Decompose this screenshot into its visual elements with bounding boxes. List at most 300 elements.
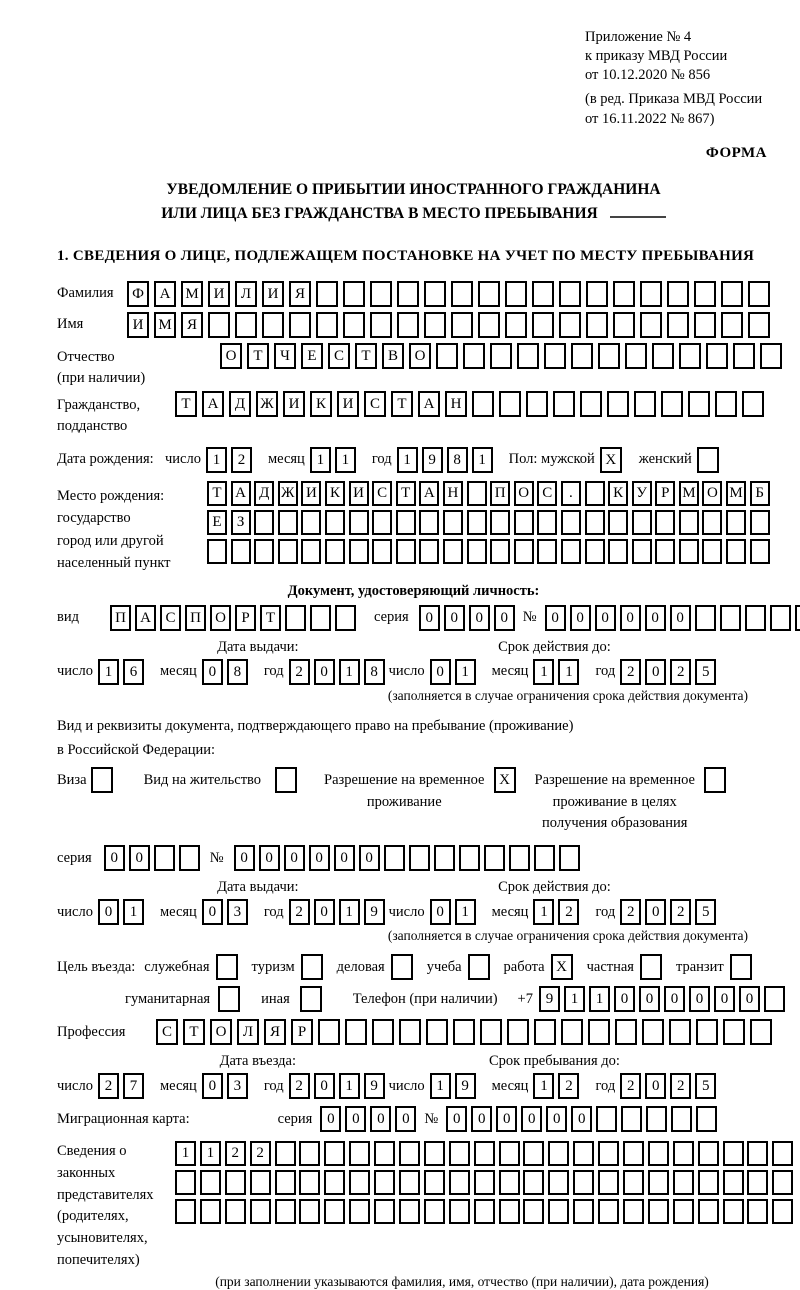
char-cell[interactable] [706, 343, 728, 369]
char-cell[interactable]: 1 [123, 899, 144, 925]
char-cell[interactable] [370, 312, 392, 338]
char-cell[interactable] [750, 510, 770, 535]
char-cell[interactable] [655, 510, 675, 535]
char-cell[interactable]: 9 [455, 1073, 476, 1099]
char-cell[interactable]: П [490, 481, 510, 506]
char-cell[interactable]: 0 [314, 659, 335, 685]
char-cell[interactable]: 0 [645, 659, 666, 685]
char-cell[interactable] [478, 281, 500, 307]
char-cell[interactable]: 0 [334, 845, 355, 871]
char-cell[interactable] [748, 281, 770, 307]
char-cell[interactable] [335, 605, 356, 631]
char-cell[interactable]: О [210, 605, 231, 631]
char-cell[interactable] [499, 391, 521, 417]
char-cell[interactable] [250, 1170, 271, 1195]
char-cell[interactable]: 1 [397, 447, 418, 473]
char-cell[interactable] [472, 391, 494, 417]
char-cell[interactable]: 0 [234, 845, 255, 871]
char-cell[interactable] [634, 391, 656, 417]
char-cell[interactable]: З [231, 510, 251, 535]
char-cell[interactable]: 0 [370, 1106, 391, 1132]
char-cell[interactable]: Ж [256, 391, 278, 417]
char-cell[interactable] [349, 1141, 370, 1166]
char-cell[interactable]: С [160, 605, 181, 631]
char-cell[interactable] [523, 1141, 544, 1166]
char-cell[interactable]: 1 [339, 659, 360, 685]
char-cell[interactable] [726, 510, 746, 535]
char-cell[interactable] [463, 343, 485, 369]
char-cell[interactable]: К [310, 391, 332, 417]
char-cell[interactable] [399, 1141, 420, 1166]
char-cell[interactable] [621, 1106, 642, 1132]
char-cell[interactable] [613, 312, 635, 338]
char-cell[interactable]: Т [355, 343, 377, 369]
char-cell[interactable] [548, 1199, 569, 1224]
char-cell[interactable] [449, 1141, 470, 1166]
char-cell[interactable] [698, 1141, 719, 1166]
char-cell[interactable]: . [561, 481, 581, 506]
char-cell[interactable]: 0 [284, 845, 305, 871]
char-cell[interactable] [688, 391, 710, 417]
char-cell[interactable]: И [283, 391, 305, 417]
char-cell[interactable] [474, 1141, 495, 1166]
char-cell[interactable]: М [154, 312, 176, 338]
char-cell[interactable] [730, 954, 752, 980]
char-cell[interactable]: 0 [639, 986, 660, 1012]
char-cell[interactable]: Я [181, 312, 203, 338]
char-cell[interactable] [772, 1170, 793, 1195]
char-cell[interactable] [548, 1141, 569, 1166]
char-cell[interactable] [285, 605, 306, 631]
char-cell[interactable]: 2 [670, 659, 691, 685]
char-cell[interactable]: Т [207, 481, 227, 506]
char-cell[interactable] [216, 954, 238, 980]
char-cell[interactable] [750, 1019, 772, 1045]
char-cell[interactable]: Ф [127, 281, 149, 307]
char-cell[interactable]: М [679, 481, 699, 506]
char-cell[interactable]: 5 [695, 899, 716, 925]
char-cell[interactable]: 0 [320, 1106, 341, 1132]
char-cell[interactable]: 1 [533, 1073, 554, 1099]
char-cell[interactable] [561, 510, 581, 535]
char-cell[interactable] [573, 1141, 594, 1166]
char-cell[interactable] [275, 1170, 296, 1195]
char-cell[interactable]: 0 [314, 899, 335, 925]
char-cell[interactable] [559, 845, 580, 871]
char-cell[interactable] [721, 281, 743, 307]
char-cell[interactable] [580, 391, 602, 417]
char-cell[interactable]: 5 [695, 659, 716, 685]
char-cell[interactable]: Т [260, 605, 281, 631]
char-cell[interactable] [652, 343, 674, 369]
char-cell[interactable]: А [231, 481, 251, 506]
char-cell[interactable] [343, 312, 365, 338]
char-cell[interactable] [596, 1106, 617, 1132]
char-cell[interactable]: Л [235, 281, 257, 307]
char-cell[interactable] [702, 510, 722, 535]
char-cell[interactable] [598, 1199, 619, 1224]
char-cell[interactable] [772, 1141, 793, 1166]
char-cell[interactable]: 0 [359, 845, 380, 871]
char-cell[interactable] [343, 281, 365, 307]
char-cell[interactable]: Т [396, 481, 416, 506]
char-cell[interactable] [453, 1019, 475, 1045]
char-cell[interactable]: Я [264, 1019, 286, 1045]
char-cell[interactable]: 0 [419, 605, 440, 631]
char-cell[interactable]: 0 [202, 899, 223, 925]
char-cell[interactable] [468, 954, 490, 980]
char-cell[interactable] [345, 1019, 367, 1045]
char-cell[interactable] [474, 1199, 495, 1224]
char-cell[interactable] [747, 1170, 768, 1195]
char-cell[interactable]: С [328, 343, 350, 369]
char-cell[interactable]: 8 [447, 447, 468, 473]
char-cell[interactable]: 1 [472, 447, 493, 473]
char-cell[interactable] [316, 281, 338, 307]
char-cell[interactable] [514, 510, 534, 535]
char-cell[interactable] [179, 845, 200, 871]
char-cell[interactable] [324, 1170, 345, 1195]
char-cell[interactable] [397, 281, 419, 307]
char-cell[interactable] [451, 281, 473, 307]
char-cell[interactable] [490, 510, 510, 535]
char-cell[interactable] [509, 845, 530, 871]
char-cell[interactable] [517, 343, 539, 369]
char-cell[interactable]: 0 [645, 899, 666, 925]
char-cell[interactable] [231, 539, 251, 564]
char-cell[interactable] [278, 539, 298, 564]
char-cell[interactable]: 0 [98, 899, 119, 925]
char-cell[interactable] [585, 510, 605, 535]
char-cell[interactable] [467, 510, 487, 535]
char-cell[interactable]: Р [655, 481, 675, 506]
char-cell[interactable]: Ж [278, 481, 298, 506]
char-cell[interactable] [301, 539, 321, 564]
char-cell[interactable]: О [702, 481, 722, 506]
char-cell[interactable]: 1 [533, 659, 554, 685]
char-cell[interactable]: 2 [289, 659, 310, 685]
char-cell[interactable] [537, 539, 557, 564]
char-cell[interactable] [424, 281, 446, 307]
char-cell[interactable]: У [632, 481, 652, 506]
char-cell[interactable] [300, 986, 322, 1012]
char-cell[interactable]: 6 [123, 659, 144, 685]
char-cell[interactable] [349, 539, 369, 564]
char-cell[interactable] [642, 1019, 664, 1045]
char-cell[interactable] [451, 312, 473, 338]
char-cell[interactable]: 1 [339, 899, 360, 925]
char-cell[interactable] [419, 510, 439, 535]
char-cell[interactable]: Т [247, 343, 269, 369]
char-cell[interactable]: Р [235, 605, 256, 631]
char-cell[interactable] [742, 391, 764, 417]
char-cell[interactable] [449, 1199, 470, 1224]
char-cell[interactable] [698, 1170, 719, 1195]
char-cell[interactable]: А [418, 391, 440, 417]
char-cell[interactable] [613, 281, 635, 307]
char-cell[interactable] [505, 312, 527, 338]
char-cell[interactable] [721, 312, 743, 338]
char-cell[interactable]: П [185, 605, 206, 631]
char-cell[interactable] [720, 605, 741, 631]
char-cell[interactable]: 1 [335, 447, 356, 473]
char-cell[interactable] [310, 605, 331, 631]
char-cell[interactable] [154, 845, 175, 871]
char-cell[interactable] [598, 1170, 619, 1195]
char-cell[interactable]: 1 [455, 899, 476, 925]
char-cell[interactable] [640, 281, 662, 307]
char-cell[interactable] [278, 510, 298, 535]
char-cell[interactable] [723, 1170, 744, 1195]
char-cell[interactable]: Н [445, 391, 467, 417]
char-cell[interactable] [275, 1141, 296, 1166]
char-cell[interactable] [673, 1199, 694, 1224]
char-cell[interactable]: 2 [670, 1073, 691, 1099]
char-cell[interactable] [607, 391, 629, 417]
char-cell[interactable] [548, 1170, 569, 1195]
char-cell[interactable] [697, 447, 719, 473]
char-cell[interactable] [588, 1019, 610, 1045]
char-cell[interactable]: О [210, 1019, 232, 1045]
char-cell[interactable] [723, 1019, 745, 1045]
char-cell[interactable] [436, 343, 458, 369]
char-cell[interactable] [747, 1141, 768, 1166]
char-cell[interactable]: 0 [494, 605, 515, 631]
char-cell[interactable] [694, 281, 716, 307]
char-cell[interactable] [372, 1019, 394, 1045]
char-cell[interactable]: 0 [469, 605, 490, 631]
char-cell[interactable]: 2 [620, 1073, 641, 1099]
char-cell[interactable] [640, 312, 662, 338]
char-cell[interactable] [632, 539, 652, 564]
char-cell[interactable] [585, 481, 605, 506]
char-cell[interactable]: 3 [227, 1073, 248, 1099]
char-cell[interactable] [694, 312, 716, 338]
char-cell[interactable] [559, 281, 581, 307]
char-cell[interactable] [275, 767, 297, 793]
char-cell[interactable] [426, 1019, 448, 1045]
char-cell[interactable]: Е [301, 343, 323, 369]
char-cell[interactable] [764, 986, 785, 1012]
char-cell[interactable] [91, 767, 113, 793]
char-cell[interactable]: М [726, 481, 746, 506]
char-cell[interactable]: 0 [202, 1073, 223, 1099]
char-cell[interactable]: 8 [227, 659, 248, 685]
char-cell[interactable] [561, 1019, 583, 1045]
char-cell[interactable]: 0 [739, 986, 760, 1012]
char-cell[interactable] [608, 510, 628, 535]
char-cell[interactable]: 0 [521, 1106, 542, 1132]
char-cell[interactable] [434, 845, 455, 871]
char-cell[interactable]: 0 [645, 1073, 666, 1099]
char-cell[interactable] [370, 281, 392, 307]
char-cell[interactable] [679, 539, 699, 564]
char-cell[interactable]: А [154, 281, 176, 307]
char-cell[interactable]: 0 [104, 845, 125, 871]
char-cell[interactable]: И [349, 481, 369, 506]
char-cell[interactable]: 0 [670, 605, 691, 631]
char-cell[interactable]: X [551, 954, 573, 980]
char-cell[interactable] [254, 539, 274, 564]
char-cell[interactable]: 2 [225, 1141, 246, 1166]
char-cell[interactable] [625, 343, 647, 369]
char-cell[interactable]: 0 [689, 986, 710, 1012]
char-cell[interactable] [696, 1019, 718, 1045]
char-cell[interactable]: 0 [202, 659, 223, 685]
char-cell[interactable] [349, 510, 369, 535]
char-cell[interactable]: 1 [98, 659, 119, 685]
char-cell[interactable] [648, 1170, 669, 1195]
char-cell[interactable] [467, 539, 487, 564]
char-cell[interactable] [723, 1199, 744, 1224]
char-cell[interactable]: 9 [364, 1073, 385, 1099]
char-cell[interactable]: О [409, 343, 431, 369]
char-cell[interactable]: 9 [422, 447, 443, 473]
char-cell[interactable]: 0 [444, 605, 465, 631]
char-cell[interactable]: 0 [714, 986, 735, 1012]
char-cell[interactable] [443, 539, 463, 564]
char-cell[interactable] [424, 1199, 445, 1224]
char-cell[interactable] [632, 510, 652, 535]
char-cell[interactable] [586, 312, 608, 338]
char-cell[interactable]: А [135, 605, 156, 631]
char-cell[interactable]: К [608, 481, 628, 506]
char-cell[interactable]: 0 [595, 605, 616, 631]
char-cell[interactable] [218, 986, 240, 1012]
char-cell[interactable] [391, 954, 413, 980]
char-cell[interactable]: М [181, 281, 203, 307]
char-cell[interactable] [225, 1199, 246, 1224]
char-cell[interactable] [250, 1199, 271, 1224]
char-cell[interactable]: А [419, 481, 439, 506]
char-cell[interactable] [646, 1106, 667, 1132]
char-cell[interactable] [571, 343, 593, 369]
char-cell[interactable] [324, 1141, 345, 1166]
char-cell[interactable] [275, 1199, 296, 1224]
char-cell[interactable]: 0 [259, 845, 280, 871]
char-cell[interactable]: 1 [206, 447, 227, 473]
char-cell[interactable]: 2 [289, 1073, 310, 1099]
char-cell[interactable]: 1 [339, 1073, 360, 1099]
char-cell[interactable]: 2 [620, 659, 641, 685]
char-cell[interactable]: 0 [496, 1106, 517, 1132]
char-cell[interactable] [655, 539, 675, 564]
char-cell[interactable] [325, 539, 345, 564]
char-cell[interactable] [424, 312, 446, 338]
char-cell[interactable] [449, 1170, 470, 1195]
char-cell[interactable]: 0 [570, 605, 591, 631]
char-cell[interactable] [704, 767, 726, 793]
char-cell[interactable] [544, 343, 566, 369]
char-cell[interactable] [474, 1170, 495, 1195]
char-cell[interactable] [673, 1141, 694, 1166]
char-cell[interactable] [424, 1170, 445, 1195]
char-cell[interactable] [623, 1199, 644, 1224]
char-cell[interactable]: 1 [589, 986, 610, 1012]
char-cell[interactable] [733, 343, 755, 369]
char-cell[interactable] [207, 539, 227, 564]
char-cell[interactable] [235, 312, 257, 338]
char-cell[interactable]: 9 [539, 986, 560, 1012]
char-cell[interactable] [225, 1170, 246, 1195]
char-cell[interactable]: 0 [314, 1073, 335, 1099]
char-cell[interactable]: 0 [446, 1106, 467, 1132]
char-cell[interactable]: X [600, 447, 622, 473]
char-cell[interactable] [671, 1106, 692, 1132]
char-cell[interactable] [200, 1170, 221, 1195]
char-cell[interactable]: 0 [430, 899, 451, 925]
char-cell[interactable] [262, 312, 284, 338]
char-cell[interactable]: Т [183, 1019, 205, 1045]
char-cell[interactable] [499, 1141, 520, 1166]
char-cell[interactable] [745, 605, 766, 631]
char-cell[interactable] [667, 312, 689, 338]
char-cell[interactable]: А [202, 391, 224, 417]
char-cell[interactable] [523, 1170, 544, 1195]
char-cell[interactable]: Н [443, 481, 463, 506]
char-cell[interactable]: И [301, 481, 321, 506]
char-cell[interactable]: П [110, 605, 131, 631]
char-cell[interactable] [324, 1199, 345, 1224]
char-cell[interactable]: 2 [670, 899, 691, 925]
char-cell[interactable] [480, 1019, 502, 1045]
char-cell[interactable] [349, 1199, 370, 1224]
char-cell[interactable]: С [537, 481, 557, 506]
char-cell[interactable] [553, 391, 575, 417]
char-cell[interactable] [795, 605, 800, 631]
char-cell[interactable] [399, 1019, 421, 1045]
char-cell[interactable] [301, 954, 323, 980]
char-cell[interactable]: И [262, 281, 284, 307]
char-cell[interactable]: 7 [123, 1073, 144, 1099]
char-cell[interactable] [772, 1199, 793, 1224]
char-cell[interactable] [499, 1199, 520, 1224]
char-cell[interactable] [615, 1019, 637, 1045]
char-cell[interactable] [559, 312, 581, 338]
char-cell[interactable] [419, 539, 439, 564]
char-cell[interactable] [723, 1141, 744, 1166]
char-cell[interactable]: О [220, 343, 242, 369]
char-cell[interactable] [573, 1199, 594, 1224]
char-cell[interactable]: Т [391, 391, 413, 417]
char-cell[interactable]: 1 [200, 1141, 221, 1166]
char-cell[interactable]: Е [207, 510, 227, 535]
char-cell[interactable] [396, 510, 416, 535]
char-cell[interactable] [318, 1019, 340, 1045]
char-cell[interactable]: 0 [614, 986, 635, 1012]
char-cell[interactable]: С [156, 1019, 178, 1045]
char-cell[interactable]: Я [289, 281, 311, 307]
char-cell[interactable] [623, 1170, 644, 1195]
char-cell[interactable] [301, 510, 321, 535]
char-cell[interactable]: И [127, 312, 149, 338]
char-cell[interactable] [679, 510, 699, 535]
char-cell[interactable]: 0 [129, 845, 150, 871]
char-cell[interactable] [175, 1199, 196, 1224]
char-cell[interactable]: 2 [98, 1073, 119, 1099]
char-cell[interactable] [490, 539, 510, 564]
char-cell[interactable] [374, 1199, 395, 1224]
char-cell[interactable] [514, 539, 534, 564]
char-cell[interactable] [478, 312, 500, 338]
char-cell[interactable]: 3 [227, 899, 248, 925]
char-cell[interactable] [396, 539, 416, 564]
char-cell[interactable] [499, 1170, 520, 1195]
char-cell[interactable] [726, 539, 746, 564]
char-cell[interactable]: 1 [430, 1073, 451, 1099]
char-cell[interactable] [585, 539, 605, 564]
char-cell[interactable] [254, 510, 274, 535]
